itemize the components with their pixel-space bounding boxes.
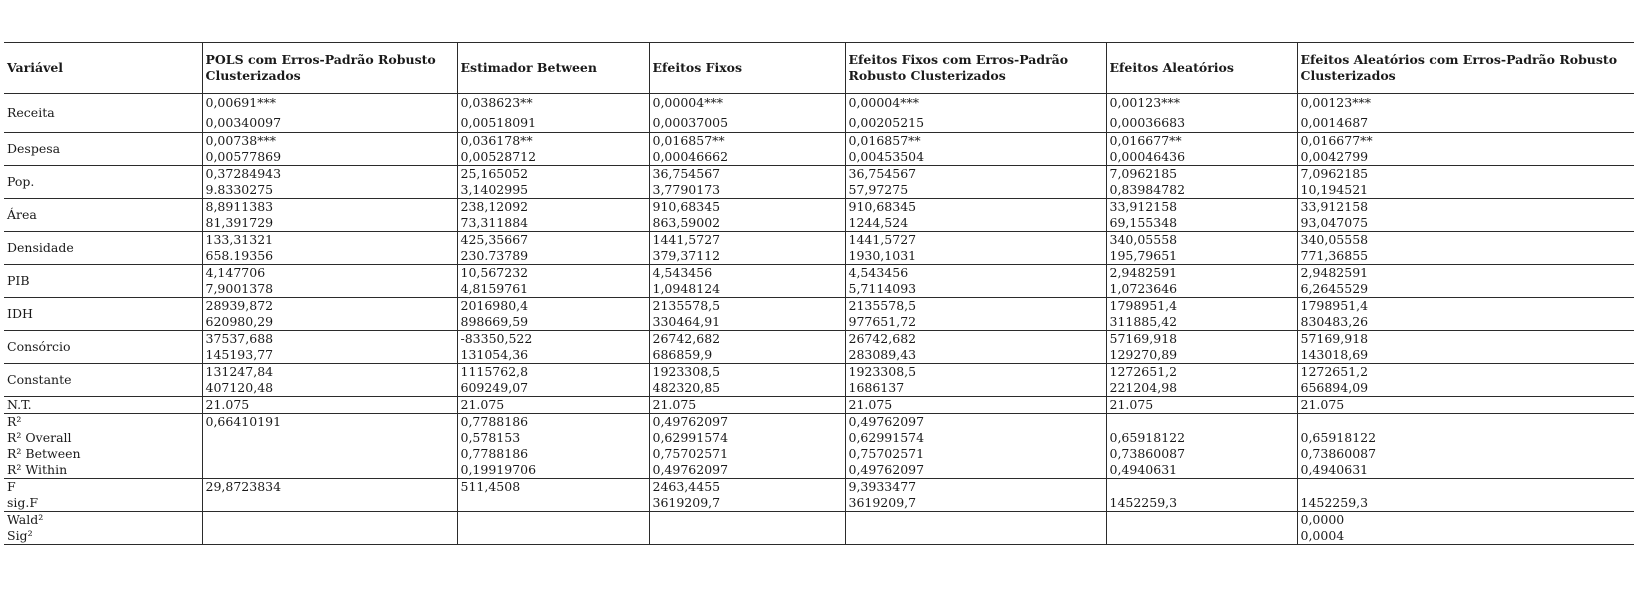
secondary-value: 73,311884 (460, 215, 529, 230)
secondary-value: 0,00205215 (848, 115, 925, 130)
header-estimador-between: Estimador Between (457, 43, 649, 94)
table-row (4, 166, 1634, 199)
secondary-value: 379,37112 (652, 248, 721, 263)
coefficient-value: 0,00738*** (205, 133, 276, 148)
coefficient-value: 1798951,4 (1109, 298, 1178, 313)
secondary-value: 3,1402995 (460, 182, 529, 197)
secondary-value: 57,97275 (848, 182, 909, 197)
coefficient-value: 2,9482591 (1109, 265, 1178, 280)
value-cell (202, 298, 457, 331)
value-cell (1106, 94, 1297, 133)
secondary-value: 4,8159761 (460, 281, 529, 296)
regression-results-table (4, 42, 1634, 545)
coefficient-value: 33,912158 (1109, 199, 1178, 214)
secondary-value (206, 446, 454, 462)
value-cell (202, 414, 457, 479)
value-cell (649, 166, 845, 199)
secondary-value: 230.73789 (460, 248, 529, 263)
value-cell (1106, 364, 1297, 397)
value-cell (649, 364, 845, 397)
coefficient-value: 0,016857** (652, 133, 725, 148)
row-label-cell (4, 199, 202, 232)
value-cell (1106, 479, 1297, 512)
value-cell (1297, 94, 1634, 133)
secondary-value: 145193,77 (205, 347, 274, 362)
secondary-value: 0,00577869 (205, 149, 282, 164)
row-label: R² (7, 414, 22, 429)
coefficient-value: 28939,872 (205, 298, 274, 313)
coefficient-value: 2,9482591 (1300, 265, 1369, 280)
coefficient-value: 21.075 (1109, 397, 1154, 412)
secondary-value: 0,00046662 (652, 149, 729, 164)
value-cell (845, 331, 1106, 364)
row-label-cell (4, 397, 202, 414)
secondary-value: 656894,09 (1300, 380, 1369, 395)
coefficient-value: 0,00004*** (848, 95, 919, 110)
coefficient-value (1110, 512, 1294, 528)
coefficient-value: 21.075 (1300, 397, 1345, 412)
secondary-value: 10,194521 (1300, 182, 1369, 197)
coefficient-value: 511,4508 (460, 479, 521, 494)
secondary-value: 0,00453504 (848, 149, 925, 164)
value-cell (1106, 298, 1297, 331)
value-cell (1297, 265, 1634, 298)
row-label: Sig² (7, 528, 33, 543)
secondary-value: 1,0948124 (652, 281, 721, 296)
value-cell (1297, 479, 1634, 512)
coefficient-value: 21.075 (848, 397, 893, 412)
table-row (4, 232, 1634, 265)
row-label: Densidade (7, 240, 74, 255)
secondary-value: 898669,59 (460, 314, 529, 329)
secondary-value: 0,75702571 (848, 446, 925, 461)
value-cell (1297, 512, 1634, 545)
value-cell (1297, 397, 1634, 414)
secondary-value (653, 528, 842, 544)
header-efeitos-aleatorios-robusto: Efeitos Aleatórios com Erros-Padrão Robusto Clusterizados (1297, 43, 1634, 94)
value-cell (845, 298, 1106, 331)
secondary-value: 0,4940631 (1300, 462, 1369, 477)
coefficient-value: 1441,5727 (652, 232, 721, 247)
secondary-value: 771,36855 (1300, 248, 1369, 263)
coefficient-value: 0,49762097 (848, 414, 925, 429)
value-cell (202, 397, 457, 414)
value-cell (845, 232, 1106, 265)
value-cell (649, 331, 845, 364)
value-cell (202, 512, 457, 545)
secondary-value: 977651,72 (848, 314, 917, 329)
coefficient-value: 2135578,5 (848, 298, 917, 313)
secondary-value: 0,75702571 (652, 446, 729, 461)
value-cell (457, 364, 649, 397)
value-cell (845, 265, 1106, 298)
table-row (4, 479, 1634, 512)
value-cell (845, 133, 1106, 166)
coefficient-value: 4,543456 (652, 265, 713, 280)
secondary-value: 9.8330275 (205, 182, 274, 197)
coefficient-value: 0,00123*** (1300, 95, 1371, 110)
row-label: Consórcio (7, 339, 71, 354)
secondary-value (1110, 528, 1294, 544)
value-cell (202, 166, 457, 199)
secondary-value: 482320,85 (652, 380, 721, 395)
coefficient-value: 0,016677** (1300, 133, 1373, 148)
secondary-value: 830483,26 (1300, 314, 1369, 329)
coefficient-value: 29,8723834 (205, 479, 282, 494)
value-cell (845, 199, 1106, 232)
coefficient-value: 0,016677** (1109, 133, 1182, 148)
table-row (4, 94, 1634, 133)
secondary-value: 129270,89 (1109, 347, 1178, 362)
row-label: Receita (7, 105, 55, 120)
coefficient-value: 37537,688 (205, 331, 274, 346)
coefficient-value: 9,3933477 (848, 479, 917, 494)
coefficient-value: 1441,5727 (848, 232, 917, 247)
coefficient-value: 1272651,2 (1300, 364, 1369, 379)
header-efeitos-fixos-robusto: Efeitos Fixos com Erros-Padrão Robusto Clusterizados (845, 43, 1106, 94)
secondary-value: 311885,42 (1109, 314, 1178, 329)
coefficient-value: 1272651,2 (1109, 364, 1178, 379)
secondary-value: 0,00340097 (205, 115, 282, 130)
value-cell (202, 94, 457, 133)
coefficient-value: 0,038623** (460, 95, 533, 110)
coefficient-value (1301, 479, 1632, 495)
table-row (4, 265, 1634, 298)
row-label: R² Within (7, 462, 68, 477)
value-cell (457, 232, 649, 265)
row-label: PIB (7, 273, 30, 288)
coefficient-value (849, 512, 1103, 528)
value-cell (649, 414, 845, 479)
coefficient-value: 21.075 (460, 397, 505, 412)
value-cell (457, 397, 649, 414)
secondary-value: 0,00036683 (1109, 115, 1186, 130)
coefficient-value: 4,543456 (848, 265, 909, 280)
value-cell (202, 133, 457, 166)
value-cell (845, 479, 1106, 512)
secondary-value (461, 528, 646, 544)
secondary-value (206, 495, 454, 511)
row-label: Wald² (7, 512, 44, 527)
coefficient-value: 0,036178** (460, 133, 533, 148)
secondary-value (206, 528, 454, 544)
value-cell (1106, 397, 1297, 414)
coefficient-value: 26742,682 (848, 331, 917, 346)
value-cell (1106, 512, 1297, 545)
value-cell (845, 414, 1106, 479)
value-cell (202, 479, 457, 512)
value-cell (202, 232, 457, 265)
secondary-value: 1452259,3 (1109, 495, 1178, 510)
value-cell (1297, 166, 1634, 199)
table-row (4, 133, 1634, 166)
secondary-value: 0,62991574 (652, 430, 729, 445)
secondary-value: 195,79651 (1109, 248, 1178, 263)
coefficient-value: 0,0000 (1300, 512, 1345, 527)
secondary-value: 407120,48 (205, 380, 274, 395)
secondary-value: 0,65918122 (1300, 430, 1377, 445)
coefficient-value: 0,00691*** (205, 95, 276, 110)
coefficient-value (206, 512, 454, 528)
value-cell (845, 397, 1106, 414)
secondary-value: 0,19919706 (460, 462, 537, 477)
secondary-value (206, 462, 454, 478)
value-cell (202, 364, 457, 397)
coefficient-value: 1115762,8 (460, 364, 529, 379)
value-cell (649, 397, 845, 414)
coefficient-value: 33,912158 (1300, 199, 1369, 214)
coefficient-value: 7,0962185 (1109, 166, 1178, 181)
secondary-value: 7,9001378 (205, 281, 274, 296)
coefficient-value: 1798951,4 (1300, 298, 1369, 313)
table-body (4, 94, 1634, 545)
header-pols-robusto: POLS com Erros-Padrão Robusto Clusterizados (202, 43, 457, 94)
row-label: Área (7, 207, 37, 222)
row-label: N.T. (7, 397, 32, 412)
row-label-cell (4, 331, 202, 364)
value-cell (1297, 133, 1634, 166)
secondary-value: 863,59002 (652, 215, 721, 230)
row-label: F (7, 479, 16, 494)
secondary-value: 283089,43 (848, 347, 917, 362)
secondary-value: 143018,69 (1300, 347, 1369, 362)
value-cell (202, 331, 457, 364)
value-cell (649, 232, 845, 265)
coefficient-value: 26742,682 (652, 331, 721, 346)
coefficient-value: 25,165052 (460, 166, 529, 181)
coefficient-value (1301, 414, 1632, 430)
coefficient-value: 133,31321 (205, 232, 274, 247)
row-label-cell (4, 364, 202, 397)
coefficient-value: 4,147706 (205, 265, 266, 280)
row-label-cell (4, 232, 202, 265)
table-row (4, 298, 1634, 331)
value-cell (649, 298, 845, 331)
secondary-value: 0,00046436 (1109, 149, 1186, 164)
header-variavel: Variável (4, 43, 202, 94)
value-cell (202, 265, 457, 298)
value-cell (1297, 331, 1634, 364)
row-label-cell (4, 512, 202, 545)
table-header-row (4, 43, 1634, 94)
secondary-value: 0,00037005 (652, 115, 729, 130)
secondary-value: 3619209,7 (652, 495, 721, 510)
value-cell (649, 133, 845, 166)
secondary-value: 686859,9 (652, 347, 713, 362)
value-cell (1297, 364, 1634, 397)
row-label: IDH (7, 306, 33, 321)
coefficient-value: 0,37284943 (205, 166, 282, 181)
value-cell (1106, 133, 1297, 166)
coefficient-value: 36,754567 (848, 166, 917, 181)
secondary-value: 0,578153 (460, 430, 521, 445)
coefficient-value: 910,68345 (848, 199, 917, 214)
secondary-value: 0,00518091 (460, 115, 537, 130)
coefficient-value: 1923308,5 (848, 364, 917, 379)
value-cell (202, 199, 457, 232)
value-cell (649, 265, 845, 298)
coefficient-value: 21.075 (205, 397, 250, 412)
value-cell (1106, 199, 1297, 232)
secondary-value: 0,4940631 (1109, 462, 1178, 477)
secondary-value: 0,49762097 (848, 462, 925, 477)
coefficient-value (1110, 479, 1294, 495)
coefficient-value: 10,567232 (460, 265, 529, 280)
row-label-cell (4, 166, 202, 199)
coefficient-value: 0,00123*** (1109, 95, 1180, 110)
coefficient-value: 0,7788186 (460, 414, 529, 429)
secondary-value: 1686137 (848, 380, 905, 395)
secondary-value: 3,7790173 (652, 182, 721, 197)
secondary-value (849, 528, 1103, 544)
secondary-value: 0,7788186 (460, 446, 529, 461)
secondary-value (461, 495, 646, 511)
coefficient-value (653, 512, 842, 528)
table-row (4, 331, 1634, 364)
value-cell (649, 479, 845, 512)
coefficient-value: 8,8911383 (205, 199, 274, 214)
secondary-value: 1452259,3 (1300, 495, 1369, 510)
coefficient-value: 238,12092 (460, 199, 529, 214)
table-row (4, 397, 1634, 414)
secondary-value: 0,0004 (1300, 528, 1345, 543)
secondary-value: 1930,1031 (848, 248, 917, 263)
coefficient-value: 2135578,5 (652, 298, 721, 313)
coefficient-value: 0,00004*** (652, 95, 723, 110)
row-label: Pop. (7, 174, 35, 189)
secondary-value: 1,0723646 (1109, 281, 1178, 296)
secondary-value: 609249,07 (460, 380, 529, 395)
coefficient-value: 21.075 (652, 397, 697, 412)
coefficient-value: 2016980,4 (460, 298, 529, 313)
secondary-value: 69,155348 (1109, 215, 1178, 230)
value-cell (649, 512, 845, 545)
coefficient-value: 2463,4455 (652, 479, 721, 494)
header-efeitos-fixos: Efeitos Fixos (649, 43, 845, 94)
value-cell (1297, 232, 1634, 265)
table-row (4, 364, 1634, 397)
value-cell (457, 414, 649, 479)
coefficient-value: -83350,522 (460, 331, 533, 346)
coefficient-value: 57169,918 (1109, 331, 1178, 346)
coefficient-value (1110, 414, 1294, 430)
value-cell (457, 512, 649, 545)
secondary-value: 3619209,7 (848, 495, 917, 510)
secondary-value: 0,0014687 (1300, 115, 1369, 130)
secondary-value: 0,62991574 (848, 430, 925, 445)
secondary-value: 0,83984782 (1109, 182, 1186, 197)
coefficient-value: 57169,918 (1300, 331, 1369, 346)
value-cell (457, 199, 649, 232)
coefficient-value: 0,66410191 (205, 414, 282, 429)
secondary-value: 0,73860087 (1109, 446, 1186, 461)
coefficient-value: 0,016857** (848, 133, 921, 148)
table-row (4, 199, 1634, 232)
row-label: Despesa (7, 141, 61, 156)
value-cell (649, 94, 845, 133)
secondary-value: 0,00528712 (460, 149, 537, 164)
secondary-value: 620980,29 (205, 314, 274, 329)
coefficient-value: 1923308,5 (652, 364, 721, 379)
value-cell (845, 94, 1106, 133)
secondary-value: 5,7114093 (848, 281, 917, 296)
secondary-value: 81,391729 (205, 215, 274, 230)
value-cell (1297, 298, 1634, 331)
row-label: R² Between (7, 446, 81, 461)
value-cell (457, 265, 649, 298)
value-cell (1106, 232, 1297, 265)
value-cell (457, 94, 649, 133)
row-label-cell (4, 265, 202, 298)
value-cell (845, 512, 1106, 545)
secondary-value (206, 430, 454, 446)
table-row (4, 512, 1634, 545)
secondary-value: 1244,524 (848, 215, 909, 230)
value-cell (1297, 199, 1634, 232)
row-label-cell (4, 479, 202, 512)
header-efeitos-aleatorios: Efeitos Aleatórios (1106, 43, 1297, 94)
secondary-value: 658.19356 (205, 248, 274, 263)
secondary-value: 6,2645529 (1300, 281, 1369, 296)
coefficient-value: 36,754567 (652, 166, 721, 181)
secondary-value: 0,0042799 (1300, 149, 1369, 164)
value-cell (457, 133, 649, 166)
value-cell (1106, 414, 1297, 479)
coefficient-value: 131247,84 (205, 364, 274, 379)
secondary-value: 93,047075 (1300, 215, 1369, 230)
secondary-value: 0,49762097 (652, 462, 729, 477)
row-label-cell (4, 133, 202, 166)
value-cell (649, 199, 845, 232)
secondary-value: 131054,36 (460, 347, 529, 362)
row-label-cell (4, 414, 202, 479)
secondary-value: 0,65918122 (1109, 430, 1186, 445)
coefficient-value (461, 512, 646, 528)
coefficient-value: 425,35667 (460, 232, 529, 247)
value-cell (1106, 265, 1297, 298)
row-label: Constante (7, 372, 72, 387)
value-cell (1297, 414, 1634, 479)
row-label-cell (4, 94, 202, 133)
coefficient-value: 0,49762097 (652, 414, 729, 429)
value-cell (457, 298, 649, 331)
value-cell (845, 364, 1106, 397)
row-label: R² Overall (7, 430, 72, 445)
row-label-cell (4, 298, 202, 331)
coefficient-value: 7,0962185 (1300, 166, 1369, 181)
value-cell (1106, 331, 1297, 364)
coefficient-value: 910,68345 (652, 199, 721, 214)
value-cell (457, 479, 649, 512)
table-row (4, 414, 1634, 479)
secondary-value: 221204,98 (1109, 380, 1178, 395)
value-cell (845, 166, 1106, 199)
coefficient-value: 340,05558 (1300, 232, 1369, 247)
value-cell (457, 331, 649, 364)
secondary-value: 330464,91 (652, 314, 721, 329)
value-cell (457, 166, 649, 199)
row-label: sig.F (7, 495, 39, 510)
secondary-value: 0,73860087 (1300, 446, 1377, 461)
value-cell (1106, 166, 1297, 199)
coefficient-value: 340,05558 (1109, 232, 1178, 247)
